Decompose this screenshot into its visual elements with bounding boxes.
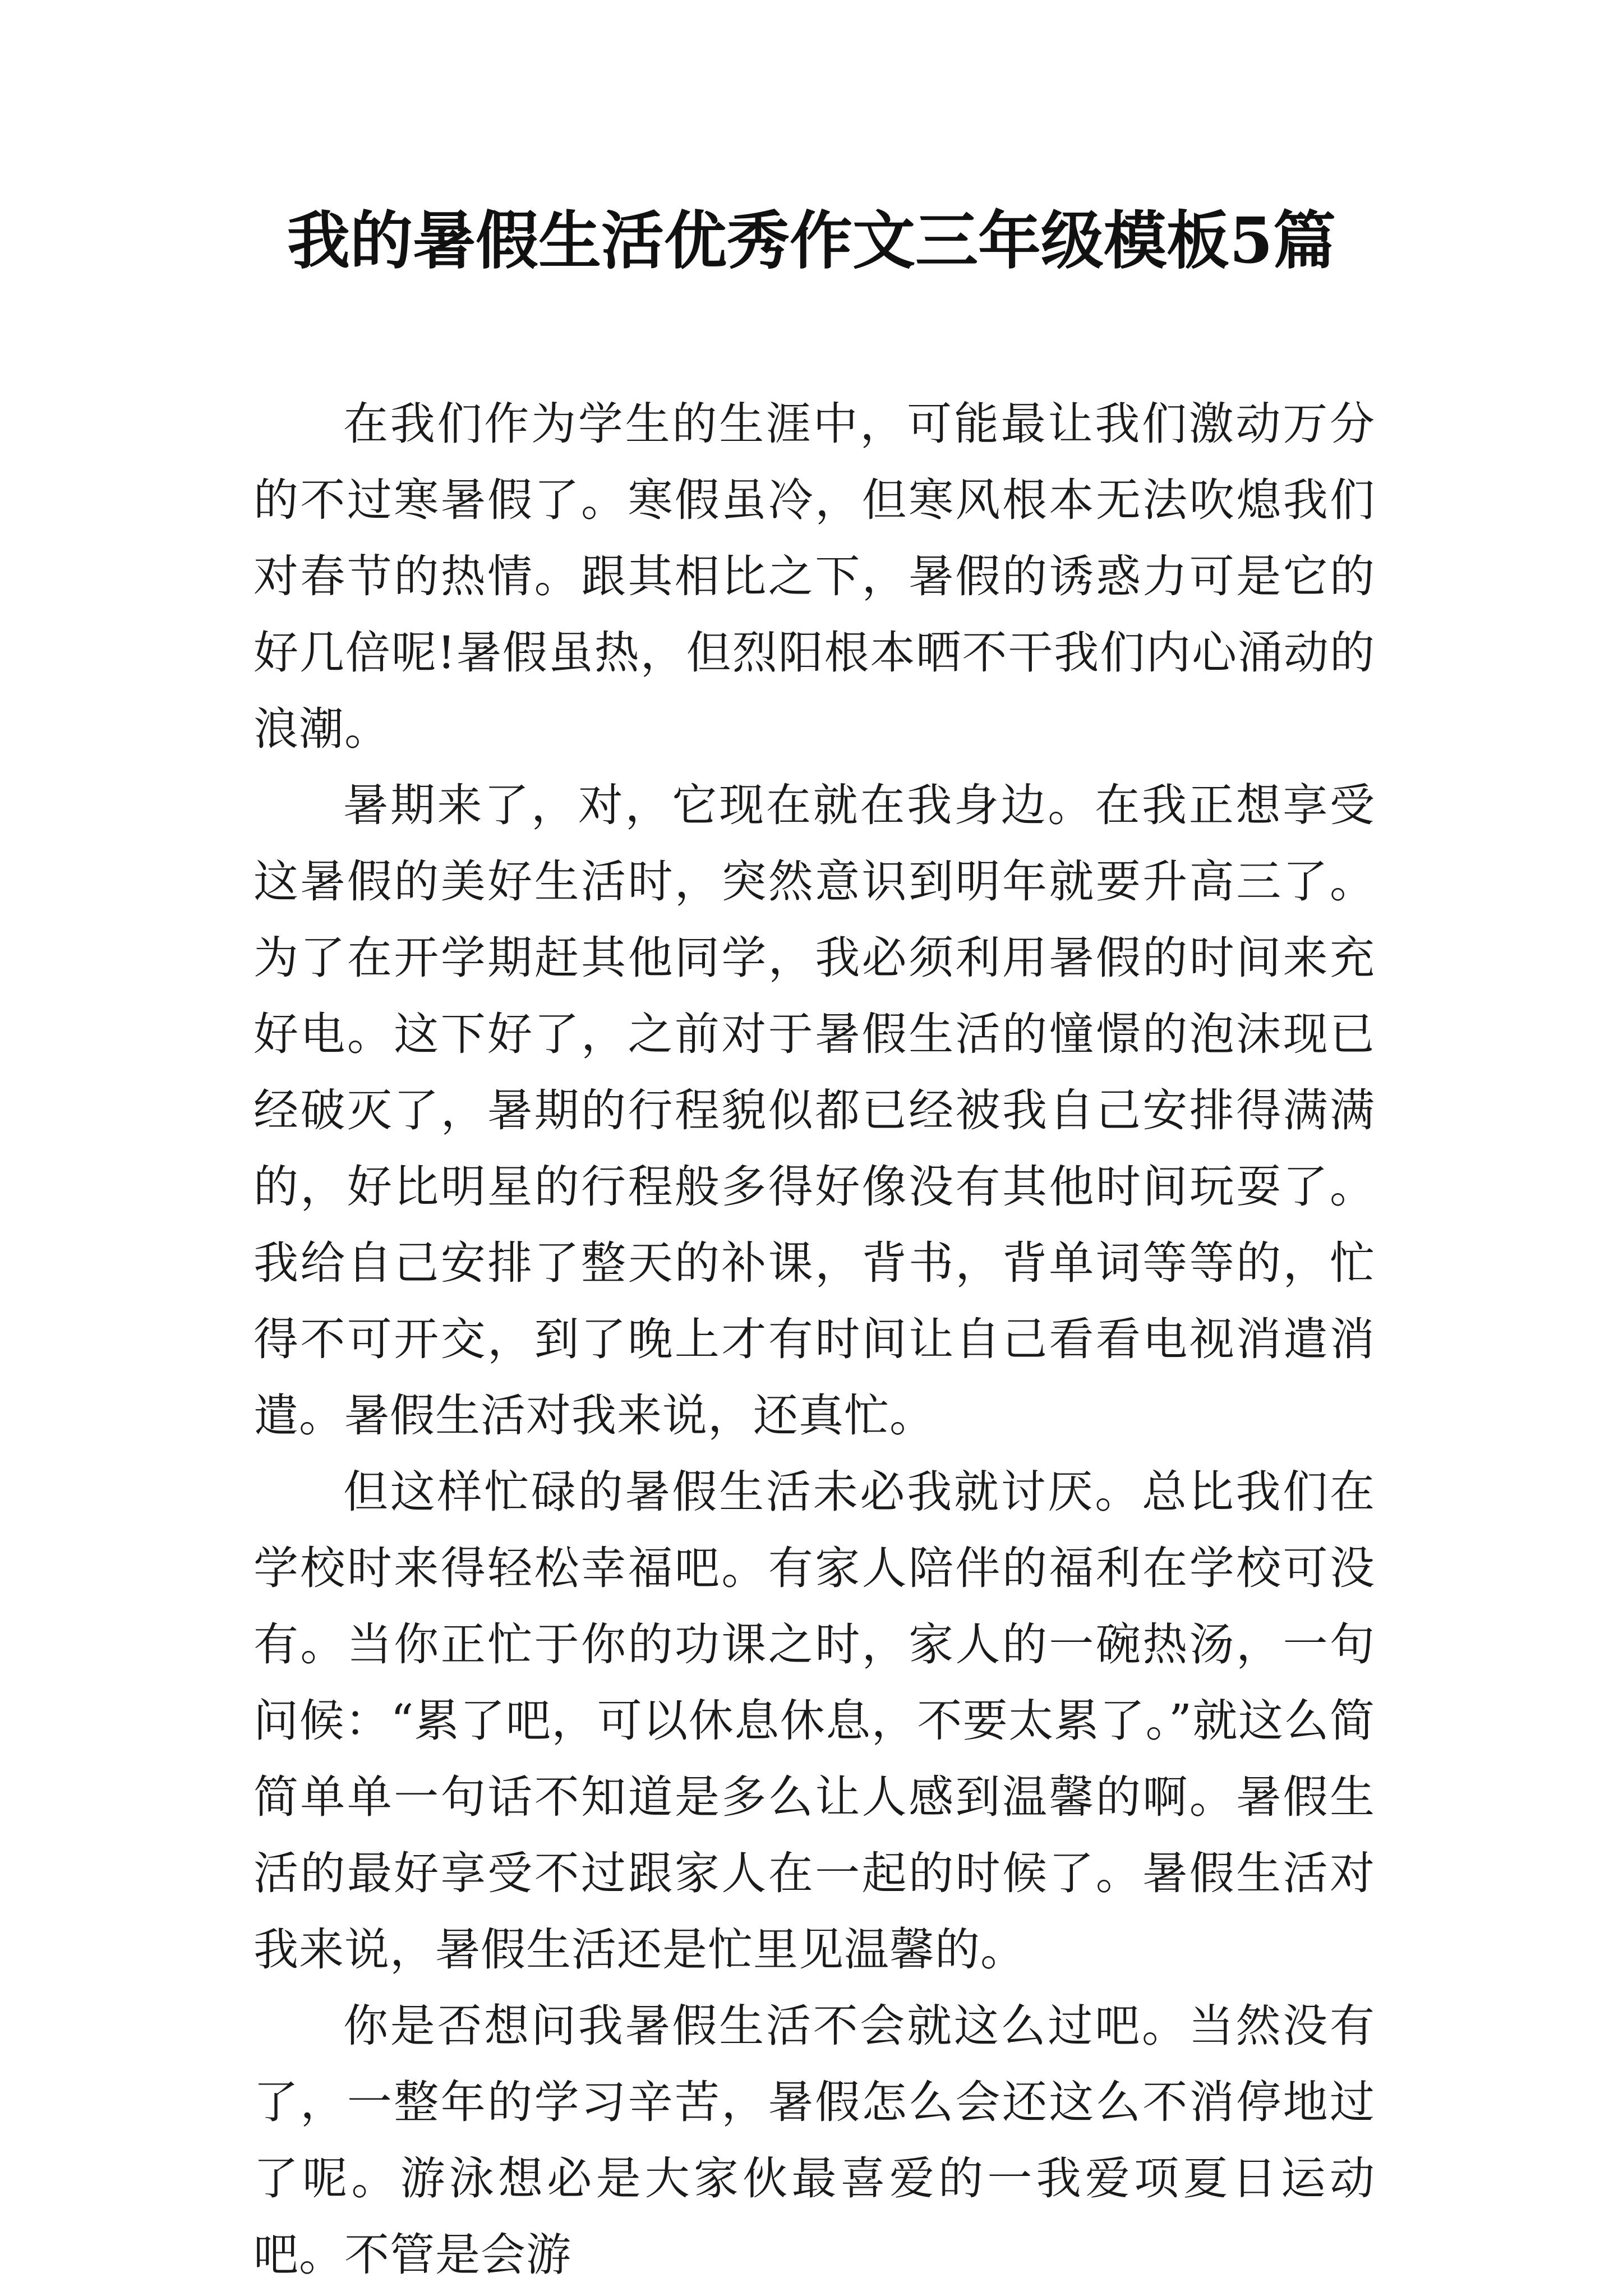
- document-title: 我的暑假生活优秀作文三年级模板5篇: [287, 204, 1336, 278]
- paragraph-3: 但这样忙碌的暑假生活未必我就讨厌。总比我们在学校时来得轻松幸福吧。有家人陪伴的福利在学校可没有。当你正忙于你的功课之时，家人的一碗热汤，一句问候：“累了吧，可以休息休息，不要太累了。”就这么简简单单一句话不知道是多么让人感到温馨的啊。暑假生活的最好享受不过跟家人在一起的时候了。暑假生活对我来说，暑假生活还是忙里见温馨的。: [253, 1466, 1375, 1976]
- paragraph-2: 暑期来了，对，它现在就在我身边。在我正想享受这暑假的美好生活时，突然意识到明年就要升高三了。为了在开学期赶其他同学，我必须利用暑假的时间来充好电。这下好了，之前对于暑假生活的憧憬的泡沫现已经破灭了，暑期的行程貌似都已经被我自己安排得满满的，好比明星的行程般多得好像没有其他时间玩耍了。我给自己安排了整天的补课，背书，背单词等等的，忙得不可开交，到了晚上才有时间让自己看看电视消遣消遣。暑假生活对我来说，还真忙。: [253, 779, 1375, 1442]
- paragraph-4: 你是否想问我暑假生活不会就这么过吧。当然没有了，一整年的学习辛苦，暑假怎么会还这么不消停地过了呢。游泳想必是大家伙最喜爱的一我爱项夏日运动吧。不管是会游: [253, 2000, 1375, 2281]
- paragraph-1: 在我们作为学生的生涯中，可能最让我们激动万分的不过寒暑假了。寒假虽冷，但寒风根本无法吹熄我们对春节的热情。跟其相比之下，暑假的诱惑力可是它的好几倍呢!暑假虽热，但烈阳根本晒不干我们内心涌动的浪潮。: [253, 398, 1375, 755]
- document-body: [253, 386, 1375, 2293]
